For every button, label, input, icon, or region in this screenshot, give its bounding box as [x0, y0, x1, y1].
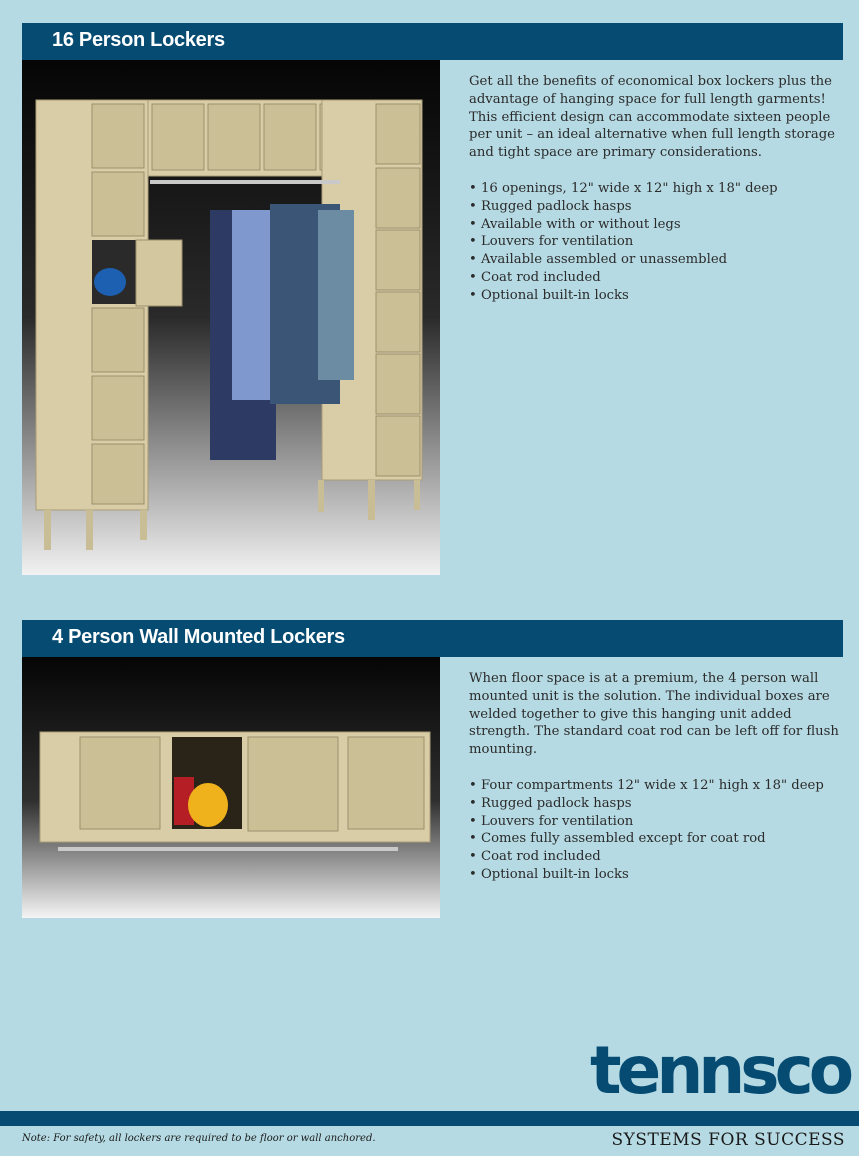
safety-note: Note: For safety, all lockers are required to be floor or wall anchored. — [22, 1133, 376, 1144]
brand-tagline: SYSTEMS FOR SUCCESS — [611, 1130, 845, 1150]
section-banner-4-person — [22, 620, 843, 657]
footer-bar — [0, 1111, 859, 1126]
section-description: Get all the benefits of economical box lockers plus the advantage of hanging space for full length garments! This efficient design can accommodate sixteen people per unit – an ideal alternative when full length storage and tight space are primary considerations. — [469, 74, 835, 161]
list-item: • Available assembled or unassembled — [469, 251, 839, 269]
photo-16-person-lockers — [22, 60, 440, 575]
section-banner-16-person — [22, 23, 843, 60]
list-item: • Comes fully assembled except for coat rod — [469, 830, 839, 848]
locker-16-illustration — [22, 60, 440, 575]
photo-4-person-lockers — [22, 657, 440, 918]
list-item: • Available with or without legs — [469, 216, 839, 234]
description-16-person — [469, 73, 839, 305]
description-4-person — [469, 670, 839, 884]
list-item: • Optional built-in locks — [469, 866, 839, 884]
list-item: • Louvers for ventilation — [469, 813, 839, 831]
list-item: • Optional built-in locks — [469, 287, 839, 305]
list-item: • Rugged padlock hasps — [469, 198, 839, 216]
locker-4-illustration — [22, 657, 440, 918]
list-item: • Louvers for ventilation — [469, 233, 839, 251]
tennsco-logo: tennsco — [590, 1032, 850, 1109]
list-item: • Four compartments 12" wide x 12" high x 18" deep — [469, 777, 839, 795]
section-title: 16 Person Lockers — [52, 29, 225, 51]
section-description: When floor space is at a premium, the 4 person wall mounted unit is the solution. The individual boxes are welded together to give this hanging unit added strength. The standard coat rod can be left off for flush mounting. — [469, 671, 839, 758]
list-item: • 16 openings, 12" wide x 12" high x 18" deep — [469, 180, 839, 198]
section-title: 4 Person Wall Mounted Lockers — [52, 626, 345, 648]
list-item: • Coat rod included — [469, 848, 839, 866]
list-item: • Rugged padlock hasps — [469, 795, 839, 813]
feature-list — [469, 180, 839, 305]
list-item: • Coat rod included — [469, 269, 839, 287]
feature-list — [469, 777, 839, 884]
